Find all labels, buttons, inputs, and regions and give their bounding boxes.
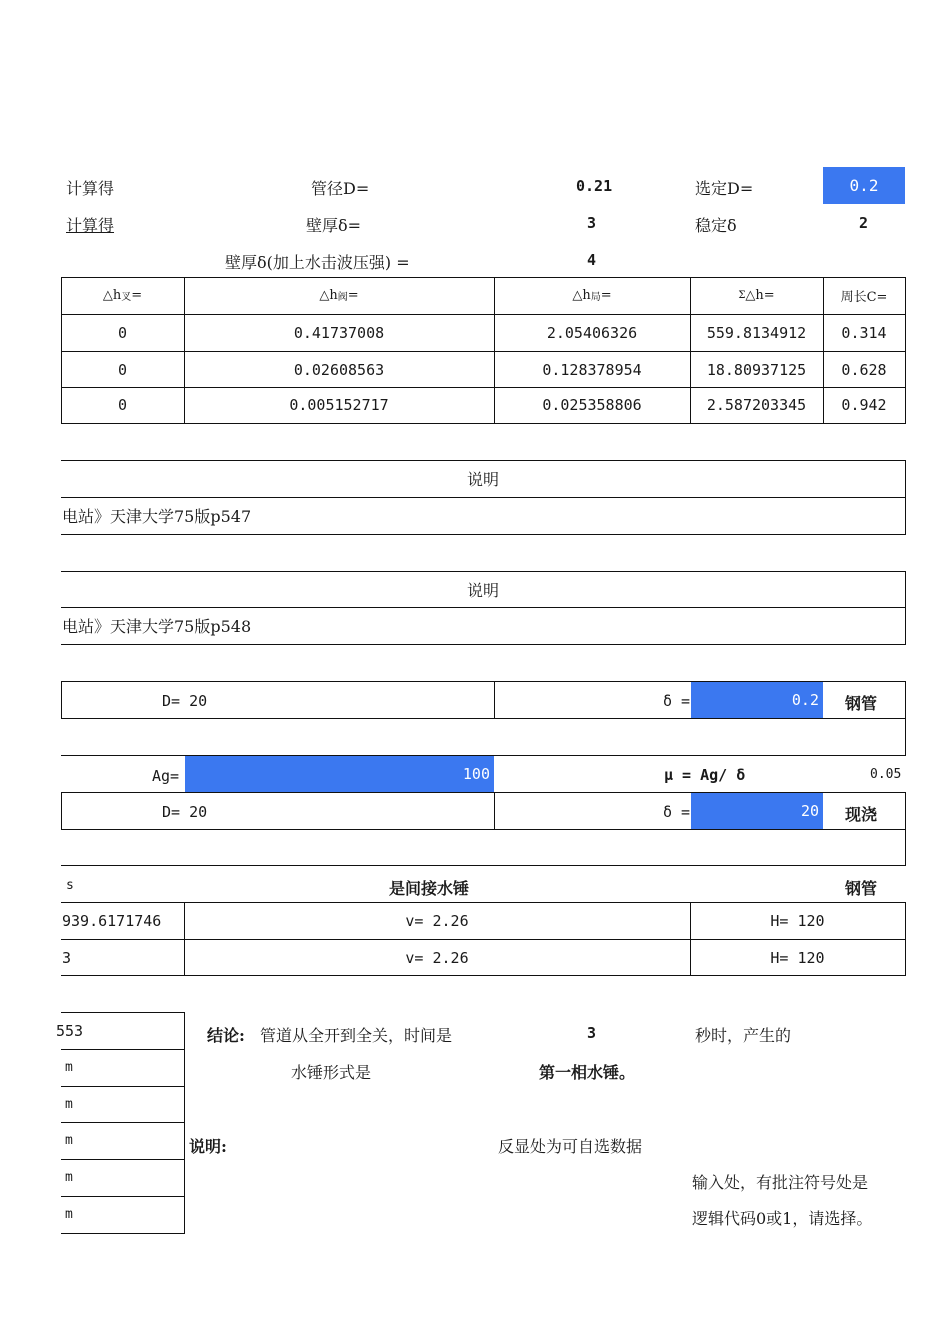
hammer-material: 钢管 [845,879,878,898]
pipe-1-delta-input[interactable]: 0.2 [691,682,823,718]
header-dh-valve: △h 阀 = [319,288,359,303]
loss-cell-r2-c1: 0 [117,360,128,379]
pipe-2-delta-label: δ = [663,803,691,821]
loss-cell-r1-c2: 0.41737008 [293,323,385,342]
pipe-2-delta-input[interactable]: 20 [691,793,823,829]
ag-input[interactable]: 100 [185,756,494,792]
loss-cell-r1-c3: 2.05406326 [546,323,638,342]
left-col-cell-4: m [65,1133,73,1148]
hammer-unit: s [66,878,74,893]
hammer-cell-r1-v: v= 2.26 [405,911,469,930]
hammer-cell-r2-h: H= 120 [770,948,825,967]
pipe-1-delta-label: δ = [663,692,691,710]
pipe-1-diameter: D= 20 [162,692,208,710]
hammer-cell-r2-v: v= 2.26 [405,948,469,967]
conclusion-text-3: 水锤形式是 [291,1063,372,1082]
header-dh-local: △h 局 = [572,288,612,303]
loss-cell-r2-c3: 0.128378954 [542,360,642,379]
conclusion-form: 第一相水锤。 [539,1063,636,1082]
wall-thickness-label: 壁厚δ= [306,216,362,235]
header-dh-branch: △h 叉 = [102,288,143,303]
loss-cell-r1-c1: 0 [117,323,128,342]
explain-line-2: 输入处，有批注符号处是 [692,1173,869,1192]
loss-cell-r2-c5: 0.628 [841,360,887,379]
conclusion-label: 结论: [207,1026,245,1045]
pipe-diameter-label: 管径D= [311,179,370,198]
note-2-title: 说明 [466,581,499,600]
explain-label: 说明: [189,1137,227,1156]
conclusion-text-1: 管道从全开到全关，时间是 [260,1026,453,1045]
selected-d-input[interactable]: 0.2 [823,167,905,204]
wall-thickness-hammer-value: 4 [587,251,597,269]
note-1-title: 说明 [466,470,499,489]
hammer-cell-r1-a: 939.6171746 [62,911,162,930]
conclusion-time: 3 [587,1024,597,1042]
loss-cell-r3-c5: 0.942 [841,396,887,414]
hammer-type: 是间接水锤 [389,879,470,898]
conclusion-text-2: 秒时，产生的 [695,1026,792,1045]
stable-delta-value: 2 [859,214,869,232]
explain-line-3: 逻辑代码0或1，请选择。 [692,1209,873,1228]
pipe-2-diameter: D= 20 [162,803,208,821]
left-col-cell-6: m [65,1207,73,1222]
mu-formula: μ = Ag/ δ [664,766,746,784]
loss-cell-r1-c5: 0.314 [841,323,887,342]
wall-thickness-value: 3 [587,214,597,232]
loss-cell-r2-c2: 0.02608563 [293,360,385,379]
pipe-diameter-value: 0.21 [576,177,613,195]
hammer-cell-r1-h: H= 120 [770,911,825,930]
header-perimeter: 周长C= [840,290,888,305]
loss-cell-r3-c3: 0.025358806 [542,396,642,414]
loss-cell-r3-c1: 0 [117,396,128,414]
left-col-cell-1: 553 [56,1021,84,1040]
calc-label-1: 计算得 [66,179,115,198]
loss-cell-r1-c4: 559.8134912 [706,323,807,342]
explain-line-1: 反显处为可自选数据 [498,1137,643,1156]
selected-d-label: 选定D= [695,179,754,198]
note-1-text: 电站》天津大学75版p547 [62,507,252,526]
header-sum-dh: Σ △h= [738,288,775,303]
loss-cell-r2-c4: 18.80937125 [706,360,807,379]
wall-thickness-hammer-label: 壁厚δ(加上水击波压强) = [225,253,410,272]
loss-cell-r3-c4: 2.587203345 [706,396,807,414]
left-col-cell-3: m [65,1097,73,1112]
ag-label: Ag= [152,767,180,785]
mu-value: 0.05 [870,767,902,782]
pipe-1-material: 钢管 [845,694,878,713]
stable-delta-label: 稳定δ [695,216,737,235]
note-2-text: 电站》天津大学75版p548 [62,617,252,636]
pipe-2-material: 现浇 [845,805,878,824]
left-col-cell-5: m [65,1170,73,1185]
left-col-cell-2: m [65,1060,73,1075]
loss-cell-r3-c2: 0.005152717 [289,396,389,414]
hammer-cell-r2-a: 3 [62,948,72,967]
calc-label-2: 计算得 [66,216,115,235]
